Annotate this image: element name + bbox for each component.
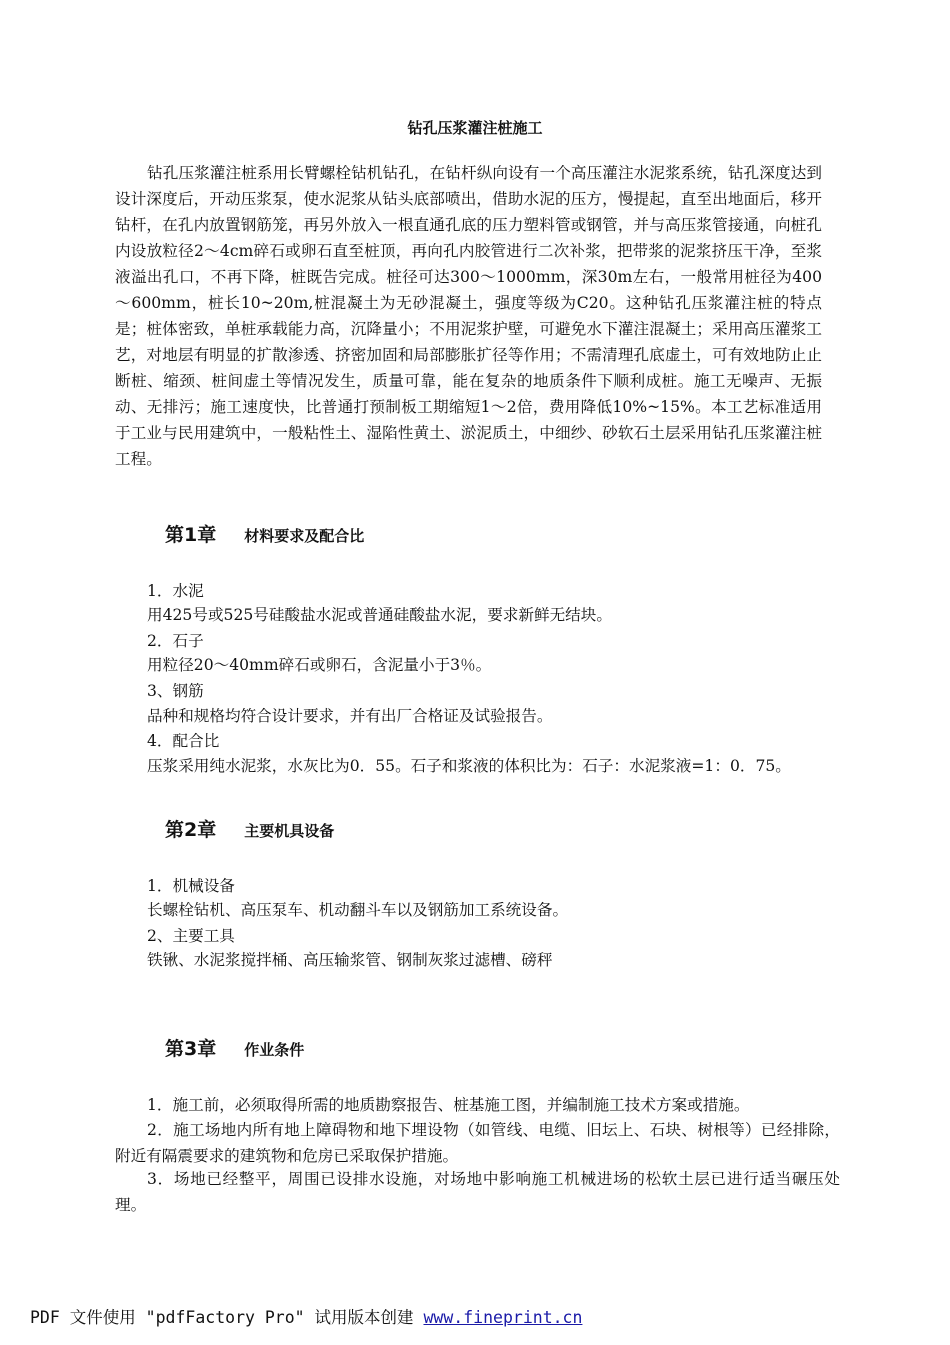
chapter-3-heading (165, 1034, 304, 1061)
ch2-item-machinery-text: 长螺栓钻机、高压泵车、机动翻斗车以及钢筋加工系统设备。 (147, 901, 569, 919)
chapter-2-number: 第2章 (165, 819, 217, 841)
ch3-paragraph-1: 1．施工前，必须取得所需的地质勘察报告、桩基施工图，并编制施工技术方案或措施。 (147, 1096, 750, 1114)
ch1-item-rebar-text: 品种和规格均符合设计要求，并有出厂合格证及试验报告。 (147, 707, 553, 725)
pdf-footer (30, 1306, 582, 1330)
chapter-2-heading (165, 815, 334, 842)
chapter-2-title: 主要机具设备 (244, 822, 335, 840)
fineprint-link[interactable]: www.fineprint.cn (423, 1308, 583, 1327)
ch2-item-tools-heading: 2、主要工具 (147, 927, 235, 945)
chapter-3-title: 作业条件 (244, 1041, 305, 1059)
ch1-item-stone-text: 用粒径20～40mm碎石或卵石，含泥量小于3％。 (147, 656, 492, 674)
ch3-paragraph-3: 3．场地已经整平，周围已设排水设施，对场地中影响施工机械进场的松软土层已进行适当碾压处理。 (115, 1170, 840, 1214)
chapter-3-number: 第3章 (165, 1038, 217, 1060)
ch1-item-cement-heading: 1．水泥 (147, 582, 204, 600)
ch2-item-tools-text: 铁锹、水泥浆搅拌桶、高压输浆管、钢制灰浆过滤槽、磅秤 (147, 951, 553, 969)
pdf-footer-text: PDF 文件使用 "pdfFactory Pro" 试用版本创建 (30, 1308, 424, 1327)
intro-paragraph: 钻孔压浆灌注桩系用长臂螺栓钻机钻孔，在钻杆纵向设有一个高压灌注水泥浆系统，钻孔深度达到设计深度后，开动压浆泵，使水泥浆从钻头底部喷出，借助水泥的压方，慢提起，直至出地面后，移开钻杆，在孔内放置钢筋笼，再另外放入一根直通孔底的压力塑料管或钢管，并与高压浆管接通，向桩孔内设放粒径2～4cm碎石或卵石直至桩顶，再向孔内胶管进行二次补浆，把带浆的泥浆挤压干净，至浆液溢出孔口，不再下降，桩既告完成。桩径可达300～1000mm，深30m左右，一般常用桩径为400～600mm，桩长10~20m,桩混凝土为无砂混凝土，强度等级为C20。这种钻孔压浆灌注桩的特点是；桩体密致，单桩承载能力高，沉降量小；不用泥浆护壁，可避免水下灌注混凝土；采用高压灌浆工艺，对地层有明显的扩散渗透、挤密加固和局部膨胀扩径等作用；不需清理孔底虚土，可有效地防止止断桩、缩颈、桩间虚土等情况发生，质量可靠，能在复杂的地质条件下顺利成桩。施工无噪声、无振动、无排污；施工速度快，比普通打预制板工期缩短1～2倍，费用降低10%~15%。本工艺标准适用于工业与民用建筑中，一般粘性土、湿陷性黄土、淤泥质土，中细纱、砂软石土层采用钻孔压浆灌注桩工程。 (115, 164, 822, 468)
ch1-item-cement-text: 用425号或525号硅酸盐水泥或普通硅酸盐水泥，要求新鲜无结块。 (147, 606, 612, 624)
document-title: 钻孔压浆灌注桩施工 (407, 119, 543, 137)
ch1-item-mix-heading: 4．配合比 (147, 732, 220, 750)
ch1-item-stone-heading: 2．石子 (147, 632, 204, 650)
ch1-item-mix-text: 压浆采用纯水泥浆，水灰比为0．55。石子和浆液的体积比为：石子：水泥浆液=1：0．75。 (147, 757, 791, 775)
chapter-1-number: 第1章 (165, 524, 217, 546)
ch2-item-machinery-heading: 1．机械设备 (147, 877, 235, 895)
chapter-1-heading (165, 520, 364, 547)
chapter-1-title: 材料要求及配合比 (244, 527, 365, 545)
ch1-item-rebar-heading: 3、钢筋 (147, 682, 204, 700)
ch3-paragraph-2: 2．施工场地内所有地上障碍物和地下埋设物（如管线、电缆、旧坛上、石块、树根等）已经排除，附近有隔震要求的建筑物和危房已采取保护措施。 (115, 1121, 840, 1165)
